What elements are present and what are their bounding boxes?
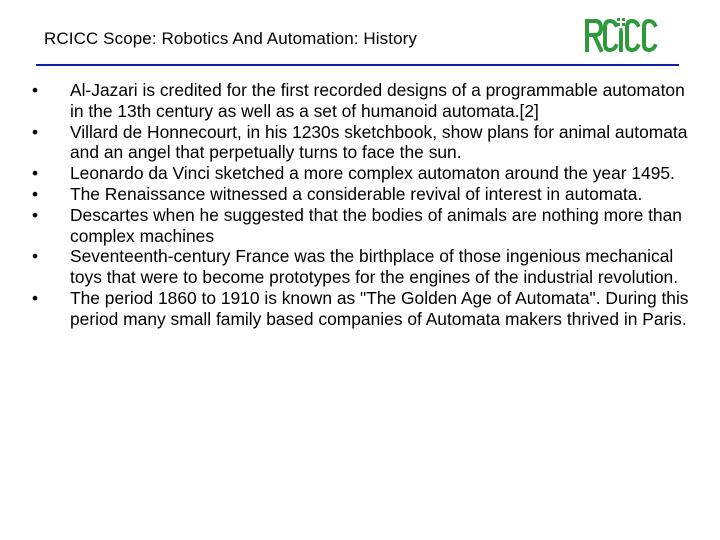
bullet-text: The Renaissance witnessed a considerable revival of interest in automata. xyxy=(70,183,643,204)
bullet-icon: • xyxy=(31,204,39,225)
bullet-item xyxy=(30,163,694,184)
bullet-text: Seventeenth-century France was the birthplace of those ingenious mechanical toys that were to become prototypes for the engines of the industrial revolution. xyxy=(70,246,679,288)
bullet-list xyxy=(30,80,694,330)
bullet-icon: • xyxy=(31,246,39,267)
bullet-text: The period 1860 to 1910 is known as "The Golden Age of Automata". During this period many small family based companies of Automata makers thrived in Paris. xyxy=(70,287,689,329)
rcicc-logo xyxy=(583,15,659,53)
bullet-item xyxy=(30,122,694,164)
slide-title: RCICC Scope: Robotics And Automation: History xyxy=(44,29,417,48)
bullet-icon: • xyxy=(31,163,39,184)
bullet-icon: • xyxy=(31,183,39,204)
bullet-text: Leonardo da Vinci sketched a more complex automaton around the year 1495. xyxy=(70,163,675,184)
bullet-text: Al-Jazari is credited for the first recorded designs of a programmable automaton in the 13th century as well as a set of humanoid automata.[2] xyxy=(70,80,685,121)
bullet-item xyxy=(30,184,694,205)
bullet-icon: • xyxy=(31,121,39,142)
bullet-item xyxy=(30,205,694,247)
title-divider xyxy=(36,64,679,66)
bullet-text: Villard de Honnecourt, in his 1230s sketchbook, show plans for animal automata and an angel that perpetually turns to face the sun. xyxy=(70,121,688,163)
bullet-text: Descartes when he suggested that the bodies of animals are nothing more than complex machines xyxy=(70,204,682,246)
bullet-item xyxy=(30,288,694,330)
bullet-item xyxy=(30,80,694,122)
bullet-icon: • xyxy=(31,80,39,100)
bullet-item xyxy=(30,246,694,288)
bullet-icon: • xyxy=(31,287,39,308)
